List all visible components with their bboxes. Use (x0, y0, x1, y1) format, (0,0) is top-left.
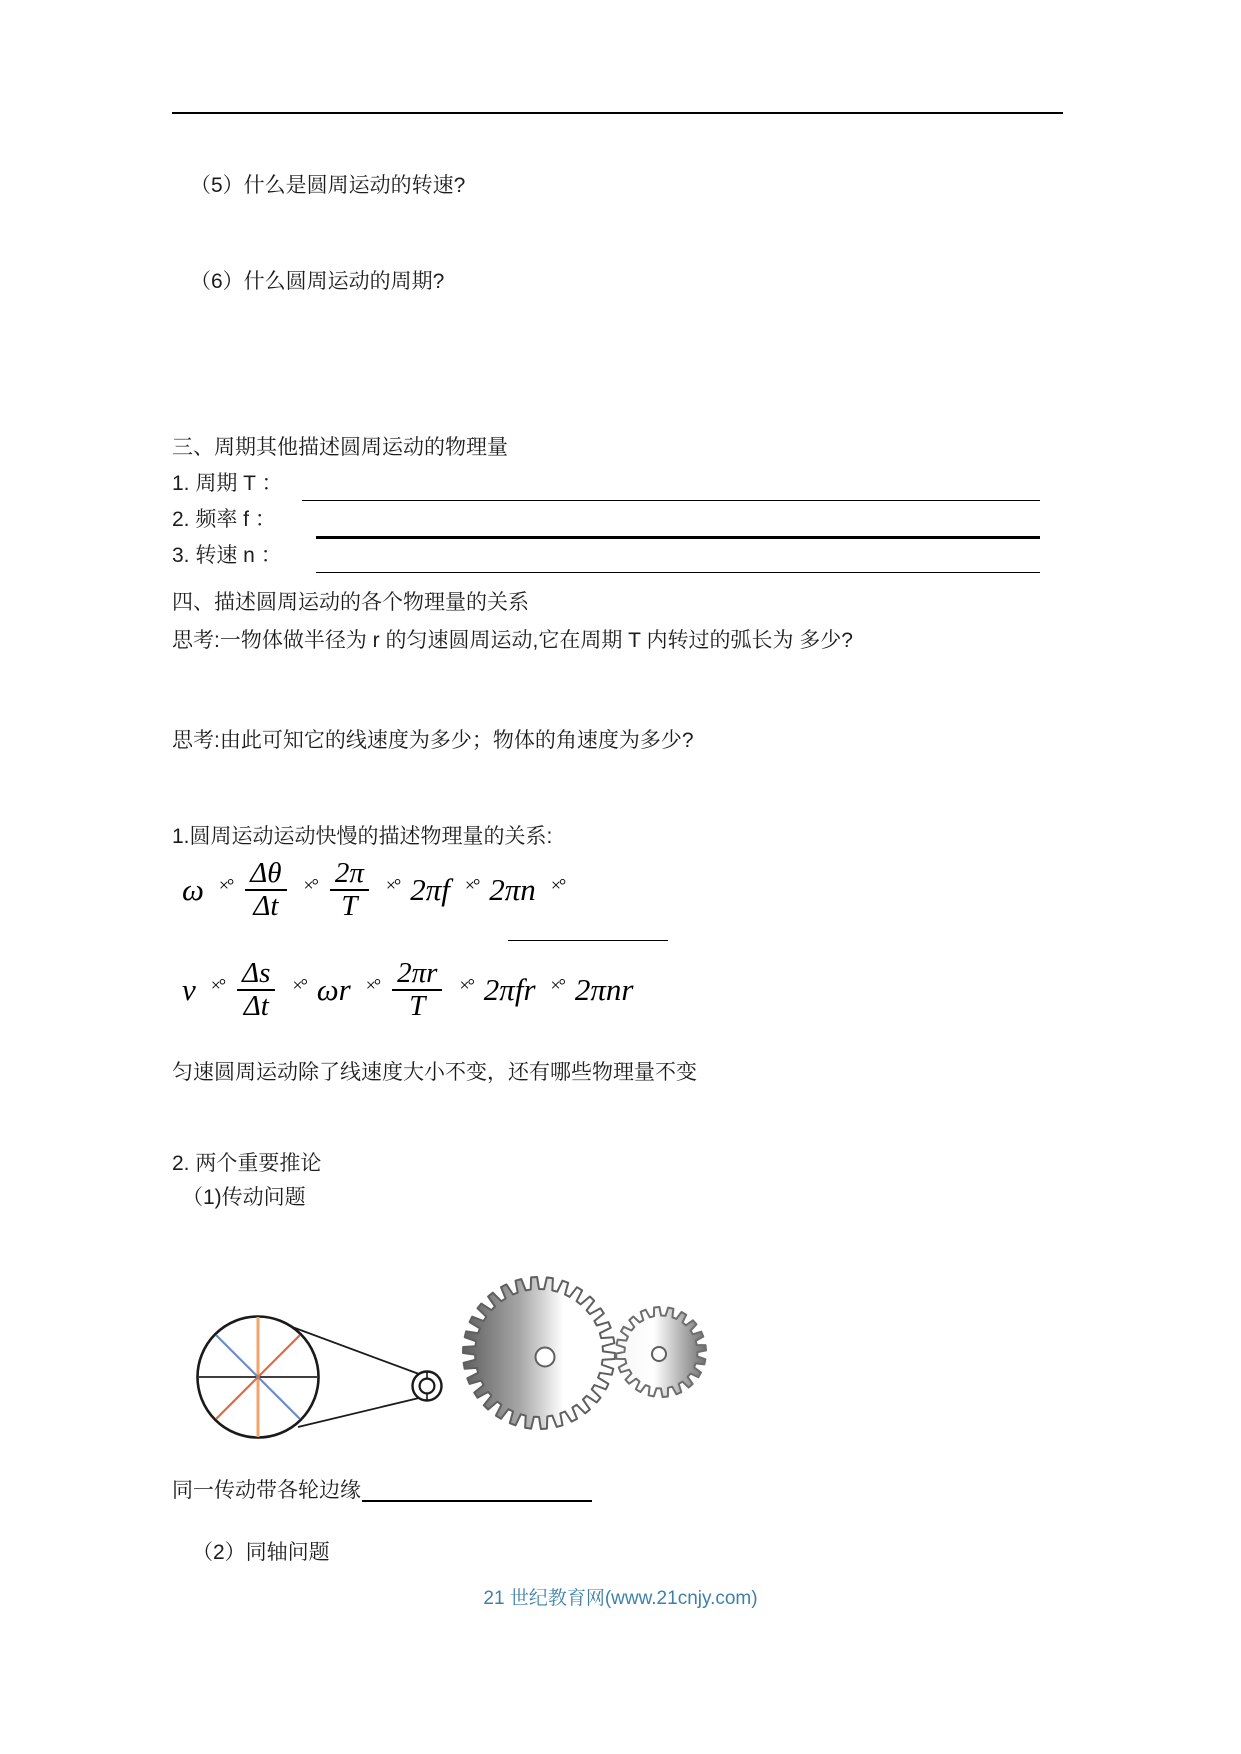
blank-frequency-f (316, 536, 1040, 539)
section3-title: 三、周期其他描述圆周运动的物理量 (172, 436, 508, 459)
belt-gear-diagram (160, 1255, 740, 1455)
equals-glyph: ×° (385, 874, 400, 895)
equals-glyph: ×° (292, 974, 306, 995)
section4-title: 四、描述圆周运动的各个物理量的关系 (172, 591, 529, 614)
fraction-dtheta-dt: $\frac{\Delta\theta}{\Delta t}$ (245, 858, 286, 923)
question-6: （6）什么圆周运动的周期? (190, 270, 445, 293)
formula-angular-velocity (180, 858, 573, 923)
term-2pif: 2πf (410, 872, 450, 908)
term-2pinr: 2πnr (574, 972, 634, 1008)
footer-site-link[interactable]: 21 世纪教育网(www.21cnjy.com) (483, 1588, 758, 1609)
uniform-motion-note: 匀速圆周运动除了线速度大小不变，还有哪些物理量不变 (172, 1061, 697, 1084)
term-omega-r: ωr (316, 972, 351, 1008)
fraction-2pi-T: $\frac{2\pi}{T}$ (330, 858, 369, 923)
belt-note-label: 同一传动带各轮边缘 (172, 1479, 361, 1502)
sub1-belt-problem: （1)传动问题 (182, 1186, 306, 1209)
equals-glyph: ×° (303, 874, 317, 895)
item-speed-label: 3. 转速 n ： (172, 544, 282, 567)
equals-glyph: ×° (459, 974, 473, 995)
term-2pifr: 2πfr (483, 972, 536, 1008)
equals-glyph: ×° (365, 974, 380, 995)
blank-belt-note (362, 1500, 592, 1502)
v-symbol: v (182, 972, 196, 1008)
point1-label: 1.圆周运动运动快慢的描述物理量的关系: (172, 825, 553, 848)
item-frequency-label: 2. 频率 f ： (172, 508, 276, 531)
formula-linear-velocity (180, 958, 635, 1023)
omega-symbol: ω (182, 872, 204, 908)
blank-period-T (302, 500, 1040, 501)
fraction-ds-dt: $\frac{\Delta s}{\Delta t}$ (237, 958, 275, 1023)
gear-small-hole (652, 1347, 666, 1361)
sub2-coaxial-problem: （2）同轴问题 (192, 1541, 330, 1564)
small-pulley-inner (420, 1379, 435, 1394)
term-2pin: 2πn (489, 872, 536, 908)
item-period-label: 1. 周期 T ： (172, 472, 283, 495)
equals-glyph: ×° (218, 874, 233, 895)
gear-large-hole (536, 1348, 555, 1367)
blank-after-omega-formula (508, 940, 668, 941)
equals-glyph: ×° (210, 974, 225, 995)
equals-glyph: ×° (550, 974, 564, 995)
think-question-2: 思考:由此可知它的线速度为多少；物体的角速度为多少? (172, 729, 694, 752)
equals-glyph: ×° (550, 874, 565, 895)
blank-speed-n (316, 572, 1040, 573)
question-5: （5）什么是圆周运动的转速? (190, 174, 466, 197)
think-question-1: 思考:一物体做半径为 r 的匀速圆周运动,它在周期 T 内转过的弧长为 多少? (172, 629, 853, 652)
point2-label: 2. 两个重要推论 (172, 1152, 322, 1175)
equals-glyph: ×° (464, 874, 479, 895)
fraction-2pir-T: $\frac{2\pi r}{T}$ (392, 958, 442, 1023)
header-rule (172, 112, 1063, 114)
belt-bottom-line (298, 1398, 419, 1427)
